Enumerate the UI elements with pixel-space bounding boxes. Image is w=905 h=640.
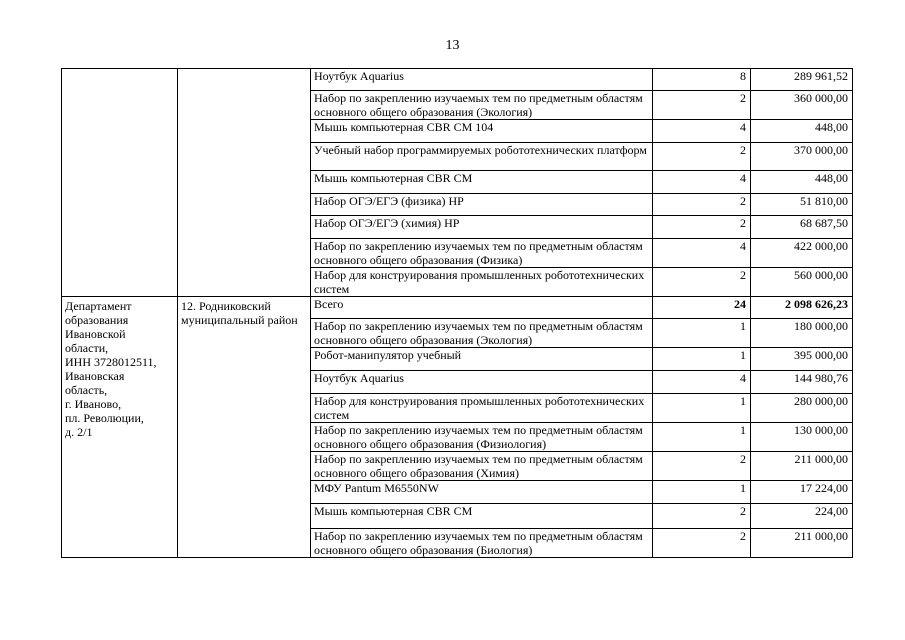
item-sum: 211 000,00 [751, 529, 853, 558]
item-quantity: 4 [653, 371, 751, 394]
organization-line: область, [65, 383, 108, 397]
item-name: Робот-манипулятор учебный [311, 348, 653, 371]
organization-line: образования [65, 313, 129, 327]
item-sum: 289 961,52 [751, 69, 853, 91]
organization-line: Ивановская [65, 369, 125, 383]
item-name: Набор по закреплению изучаемых тем по предметным областям основного общего образования (Экология) [311, 91, 653, 120]
organization-line: д. 2/1 [65, 425, 93, 439]
equipment-table [61, 68, 853, 558]
item-quantity: 1 [653, 481, 751, 504]
item-quantity: 4 [653, 171, 751, 194]
organization-line: г. Иваново, [65, 397, 122, 411]
organization-line: Департамент [65, 299, 132, 313]
table-row [62, 69, 853, 91]
item-name: Набор по закреплению изучаемых тем по предметным областям основного общего образования (Экология) [311, 319, 653, 348]
item-sum: 224,00 [751, 504, 853, 529]
item-name: Набор по закреплению изучаемых тем по предметным областям основного общего образования (Физика) [311, 239, 653, 268]
district-cell: 12. Родниковский муниципальный район [178, 297, 311, 558]
item-quantity: 1 [653, 394, 751, 423]
item-sum: 17 224,00 [751, 481, 853, 504]
organization-line: области, [65, 341, 109, 355]
item-quantity: 2 [653, 268, 751, 297]
item-sum: 130 000,00 [751, 423, 853, 452]
total-row [62, 297, 853, 319]
item-name: Мышь компьютерная CBR CM [311, 171, 653, 194]
item-name: Набор по закреплению изучаемых тем по предметным областям основного общего образования (Физиология) [311, 423, 653, 452]
item-name: Набор для конструирования промышленных робототехнических систем [311, 268, 653, 297]
item-quantity: 8 [653, 69, 751, 91]
item-quantity: 2 [653, 91, 751, 120]
item-sum: 51 810,00 [751, 194, 853, 216]
item-sum: 370 000,00 [751, 143, 853, 171]
item-sum: 448,00 [751, 171, 853, 194]
item-sum: 422 000,00 [751, 239, 853, 268]
item-name: Мышь компьютерная CBR CM 104 [311, 120, 653, 143]
item-name: Ноутбук Aquarius [311, 69, 653, 91]
organization-cell [62, 69, 178, 297]
item-quantity: 1 [653, 348, 751, 371]
item-sum: 180 000,00 [751, 319, 853, 348]
item-sum: 2 098 626,23 [751, 297, 853, 319]
organization-line: ИНН 3728012511, [65, 355, 157, 369]
item-quantity: 2 [653, 452, 751, 481]
organization-line: Ивановской [65, 327, 126, 341]
item-name: Ноутбук Aquarius [311, 371, 653, 394]
item-quantity: 1 [653, 319, 751, 348]
item-quantity: 2 [653, 216, 751, 239]
item-name: Набор по закреплению изучаемых тем по предметным областям основного общего образования (Биология) [311, 529, 653, 558]
item-quantity: 2 [653, 529, 751, 558]
item-sum: 211 000,00 [751, 452, 853, 481]
item-quantity: 2 [653, 143, 751, 171]
organization-line: пл. Революции, [65, 411, 144, 425]
item-quantity: 1 [653, 423, 751, 452]
organization-cell [62, 297, 178, 558]
item-name: Учебный набор программируемых робототехнических платформ [311, 143, 653, 171]
item-name: Всего [311, 297, 653, 319]
item-name: Набор ОГЭ/ЕГЭ (химия) HP [311, 216, 653, 239]
item-quantity: 4 [653, 239, 751, 268]
item-name: Набор ОГЭ/ЕГЭ (физика) HP [311, 194, 653, 216]
item-sum: 560 000,00 [751, 268, 853, 297]
item-sum: 68 687,50 [751, 216, 853, 239]
item-quantity: 24 [653, 297, 751, 319]
item-name: Набор по закреплению изучаемых тем по предметным областям основного общего образования (Химия) [311, 452, 653, 481]
item-name: Набор для конструирования промышленных робототехнических систем [311, 394, 653, 423]
item-quantity: 4 [653, 120, 751, 143]
equipment-table-body [62, 69, 853, 558]
item-name: МФУ Pantum M6550NW [311, 481, 653, 504]
item-quantity: 2 [653, 194, 751, 216]
item-sum: 280 000,00 [751, 394, 853, 423]
item-sum: 448,00 [751, 120, 853, 143]
district-cell [178, 69, 311, 297]
item-quantity: 2 [653, 504, 751, 529]
item-name: Мышь компьютерная CBR CM [311, 504, 653, 529]
page-number: 13 [445, 38, 460, 53]
item-sum: 360 000,00 [751, 91, 853, 120]
item-sum: 144 980,76 [751, 371, 853, 394]
item-sum: 395 000,00 [751, 348, 853, 371]
